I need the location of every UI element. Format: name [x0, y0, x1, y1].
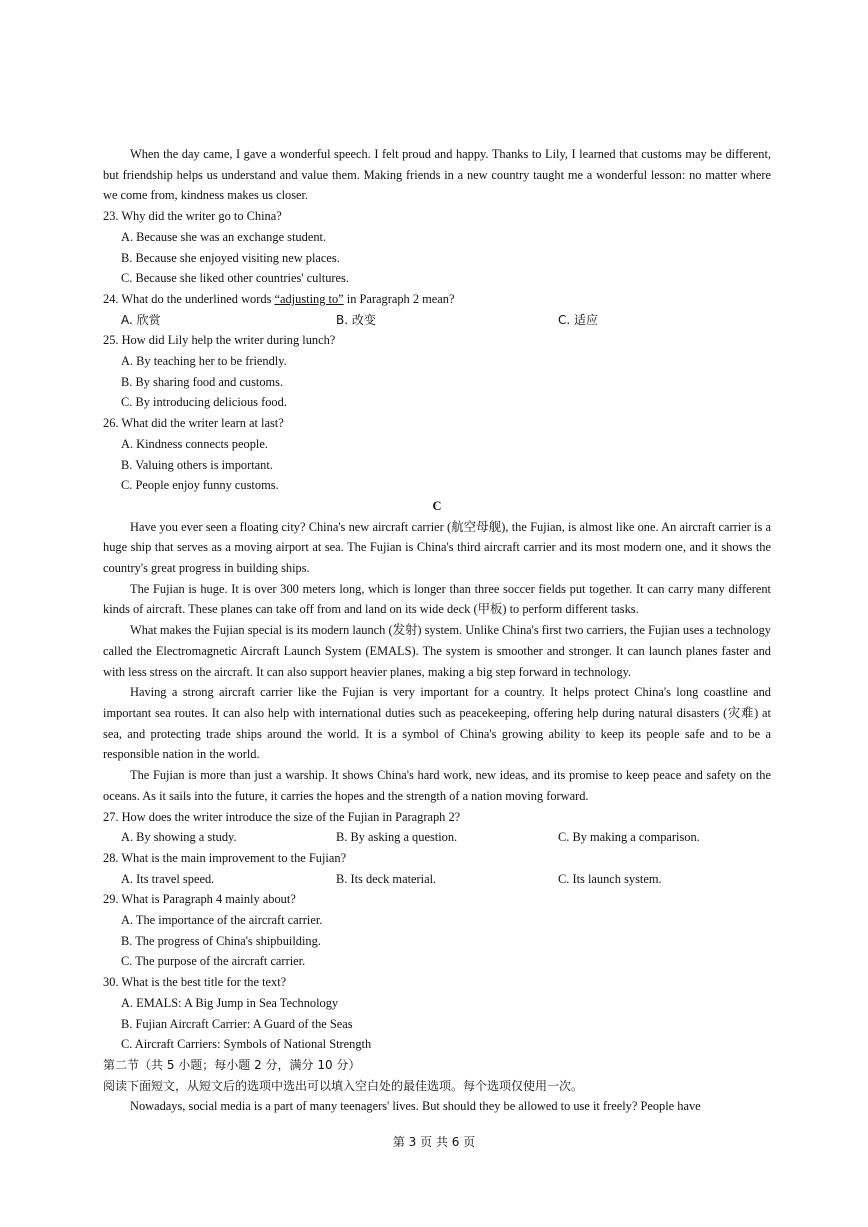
option-c: C. By making a comparison. [558, 830, 700, 845]
option-a: A. By showing a study. [121, 830, 237, 845]
question-text: 28. What is the main improvement to the Fujian? [103, 850, 347, 865]
question-25 [103, 330, 771, 413]
question-text: 27. How does the writer introduce the size of the Fujian in Paragraph 2? [103, 809, 461, 824]
question-text: 25. How did Lily help the writer during lunch? [103, 333, 336, 348]
section-2-heading: 第二节（共 5 小题；每小题 2 分，满分 10 分） [103, 1057, 361, 1072]
option-b: B. The progress of China's shipbuilding. [121, 933, 321, 948]
option-a: A. By teaching her to be friendly. [121, 354, 287, 369]
option-c: C. People enjoy funny customs. [121, 478, 279, 493]
option-b: B. Because she enjoyed visiting new places. [121, 250, 340, 265]
option-a: A. Because she was an exchange student. [121, 229, 327, 244]
option-b: B. Valuing others is important. [121, 457, 273, 472]
question-30 [103, 972, 771, 1055]
question-text [103, 289, 771, 310]
question-text-pre: 24. What do the underlined words [103, 291, 275, 306]
option-a: A. Its travel speed. [121, 871, 215, 886]
passage-c-paragraph-3: What makes the Fujian special is its modern launch (发射) system. Unlike China's first two carriers, the Fujian uses a technology called the Electromagnetic Aircraft Launch System (EMALS). The system is smoother and stronger. It can launch planes faster and with less stress on the aircraft. It can also support heavier planes, making a big step forward in technology. [103, 623, 771, 679]
section-2-instruction: 阅读下面短文，从短文后的选项中选出可以填入空白处的最佳选项。每个选项仅使用一次。 [103, 1078, 584, 1093]
option-b: B. Fujian Aircraft Carrier: A Guard of the Seas [121, 1016, 353, 1031]
option-a: A. Kindness connects people. [121, 436, 268, 451]
option-b: B. By sharing food and customs. [121, 374, 284, 389]
passage-c-paragraph-2: The Fujian is huge. It is over 300 meters long, which is longer than three soccer fields put together. It can carry many different kinds of aircraft. These planes can take off from and land on its wide deck (甲板) to perform different tasks. [103, 581, 771, 617]
option-c: C. Because she liked other countries' cultures. [121, 271, 349, 286]
option-a: A. The importance of the aircraft carrier. [121, 913, 323, 928]
question-24 [103, 289, 771, 330]
option-c: C. By introducing delicious food. [121, 395, 287, 410]
option-c: C. 适应 [558, 312, 599, 327]
option-c: C. The purpose of the aircraft carrier. [121, 954, 306, 969]
page-footer: 第 3 页 共 6 页 [392, 1135, 476, 1149]
passage-c-paragraph-4: Having a strong aircraft carrier like the Fujian is very important for a country. It helps protect China's long coastline and important sea routes. It can also help with international duties such as peacekeeping, offering help during natural disasters (灾难) at sea, and protecting trade ships around the world. It is a symbol of China's growing ability to keep its people safe and to be a responsible nation in the world. [103, 685, 771, 762]
passage-b-paragraph: When the day came, I gave a wonderful speech. I felt proud and happy. Thanks to Lily, I learned that customs may be different, but friendship helps us understand and value them. Making friends in a new country taught me a wonderful lesson: no matter where we come from, kindness makes us closer. [103, 147, 771, 203]
question-27 [103, 807, 771, 848]
option-a: A. 欣赏 [121, 312, 161, 327]
question-23 [103, 206, 771, 289]
passage-c-paragraph-5: The Fujian is more than just a warship. It shows China's hard work, new ideas, and its promise to keep peace and safety on the oceans. As it sails into the future, it carries the hopes and the strength of a nation moving forward. [103, 768, 771, 803]
option-c: C. Its launch system. [558, 871, 662, 886]
passage-c-title: C [432, 498, 442, 513]
question-29 [103, 889, 771, 972]
option-b: B. Its deck material. [336, 871, 437, 886]
question-26 [103, 413, 771, 496]
option-a: A. EMALS: A Big Jump in Sea Technology [121, 995, 339, 1010]
question-text: 26. What did the writer learn at last? [103, 416, 284, 431]
option-b: B. 改变 [336, 312, 376, 327]
section-2-paragraph: Nowadays, social media is a part of many teenagers' lives. But should they be allowed to use it freely? People have [130, 1099, 701, 1114]
page-content [103, 144, 771, 1117]
question-text: 29. What is Paragraph 4 mainly about? [103, 892, 296, 907]
option-b: B. By asking a question. [336, 830, 458, 845]
options-row [103, 869, 771, 890]
question-28 [103, 848, 771, 889]
passage-c-paragraph-1: Have you ever seen a floating city? China's new aircraft carrier (航空母舰), the Fujian, is almost like one. An aircraft carrier is a huge ship that serves as a moving airport at sea. The Fujian is China's third aircraft carrier and its most modern one, and it shows the country's great progress in building ships. [103, 519, 771, 576]
question-text: 30. What is the best title for the text? [103, 975, 287, 990]
options-row [103, 827, 771, 848]
question-text-post: in Paragraph 2 mean? [343, 291, 455, 306]
underlined-phrase: “adjusting to” [274, 291, 344, 306]
option-c: C. Aircraft Carriers: Symbols of National Strength [121, 1037, 372, 1052]
options-row [103, 310, 771, 331]
question-text: 23. Why did the writer go to China? [103, 209, 282, 224]
